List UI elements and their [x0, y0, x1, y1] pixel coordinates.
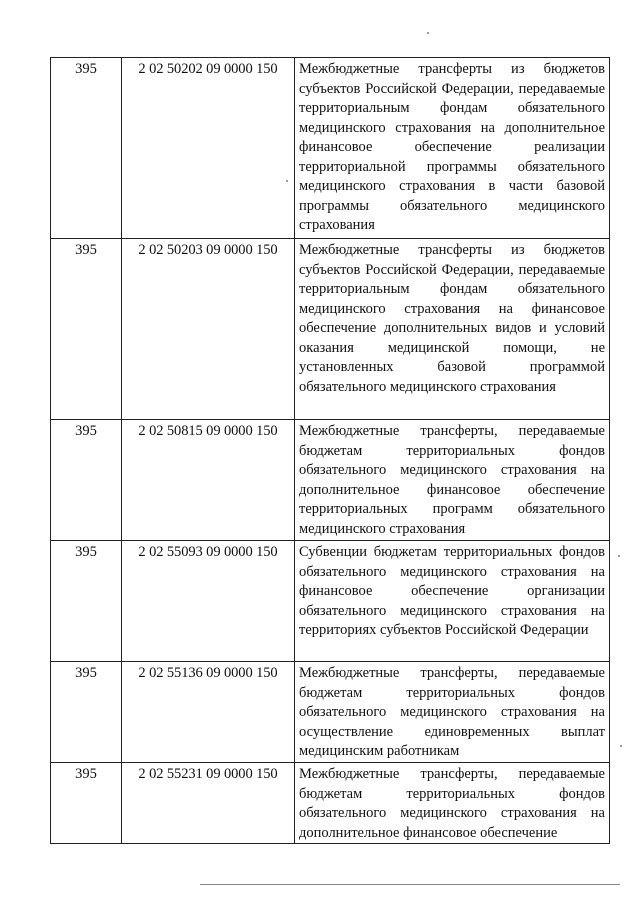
admin-code-cell: 395 — [51, 58, 122, 239]
table-row — [51, 420, 610, 541]
table-row — [51, 239, 610, 420]
admin-code-cell: 395 — [51, 239, 122, 420]
revenue-name-cell: Межбюджетные трансферты, передаваемые бюджетам территориальных фондов обязательного медицинского страхования на дополнительное финансовое обеспечение — [295, 763, 610, 844]
revenue-name-cell: Межбюджетные трансферты из бюджетов субъектов Российской Федерации, передаваемые территориальным фондам обязательного медицинского страхования на дополнительное финансовое обеспечение реализации территориальной программы обязательного медицинского страхования в части базовой программы обязательного медицинского страхования — [295, 58, 610, 239]
table-row — [51, 58, 610, 239]
budget-codes-table — [50, 57, 610, 844]
scan-speck — [620, 745, 622, 747]
budget-classification-code-cell: 2 02 55136 09 0000 150 — [122, 662, 295, 763]
budget-classification-code-cell: 2 02 50203 09 0000 150 — [122, 239, 295, 420]
budget-classification-code-cell: 2 02 55231 09 0000 150 — [122, 763, 295, 844]
scan-edge-line — [200, 884, 620, 885]
budget-classification-code-cell: 2 02 50815 09 0000 150 — [122, 420, 295, 541]
admin-code-cell: 395 — [51, 763, 122, 844]
table-row — [51, 763, 610, 844]
scan-speck — [427, 32, 429, 34]
table-row — [51, 662, 610, 763]
admin-code-cell: 395 — [51, 420, 122, 541]
budget-classification-code-cell: 2 02 55093 09 0000 150 — [122, 541, 295, 662]
budget-classification-code-cell: 2 02 50202 09 0000 150 — [122, 58, 295, 239]
revenue-name-cell: Межбюджетные трансферты, передаваемые бюджетам территориальных фондов обязательного медицинского страхования на осуществление единовременных выплат медицинским работникам — [295, 662, 610, 763]
admin-code-cell: 395 — [51, 541, 122, 662]
scan-speck — [286, 180, 288, 182]
revenue-name-cell: Субвенции бюджетам территориальных фондов обязательного медицинского страхования на финансовое обеспечение организации обязательного медицинского страхования на территориях субъектов Российской Федерации — [295, 541, 610, 662]
revenue-name-cell: Межбюджетные трансферты, передаваемые бюджетам территориальных фондов обязательного медицинского страхования на дополнительное финансовое обеспечение территориальных программ обязательного медицинского страхования — [295, 420, 610, 541]
table-row — [51, 541, 610, 662]
scan-speck — [618, 555, 620, 557]
admin-code-cell: 395 — [51, 662, 122, 763]
revenue-name-cell: Межбюджетные трансферты из бюджетов субъектов Российской Федерации, передаваемые территориальным фондам обязательного медицинского страхования на финансовое обеспечение дополнительных видов и условий оказания медицинской помощи, не установленных базовой программой обязательного медицинского страхования — [295, 239, 610, 420]
